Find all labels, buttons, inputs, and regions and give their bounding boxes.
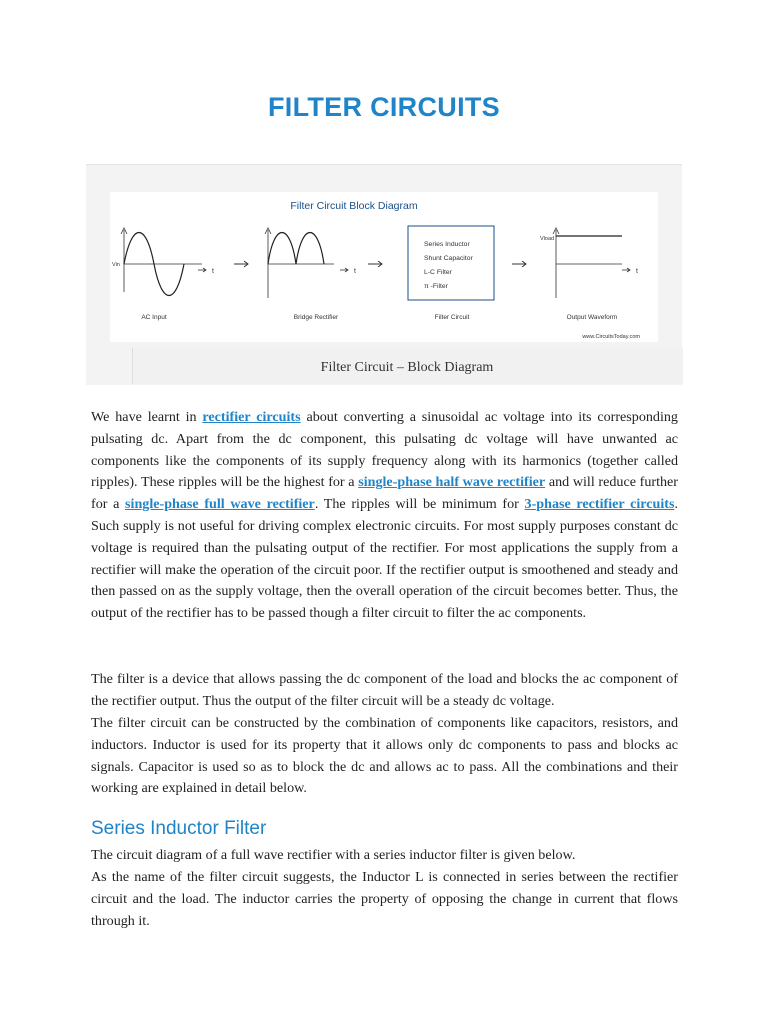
bridge-rectifier-stage	[265, 228, 356, 321]
arrow-2	[368, 261, 382, 267]
block-diagram	[110, 192, 658, 342]
ac-t-label: t	[212, 268, 214, 275]
credit-text: www.CircuitsToday.com	[582, 334, 640, 340]
figure-caption: Filter Circuit – Block Diagram	[320, 360, 494, 375]
diagram-title: Filter Circuit Block Diagram	[290, 200, 418, 212]
ac-input-stage	[112, 228, 214, 321]
output-t-label: t	[636, 268, 638, 275]
filter-box	[408, 226, 494, 300]
p1-text-2: about converting a sinusoidal ac voltage into its corresponding pulsating dc. Apart from the dc component, this pulsating dc voltage will have unwanted ac components like the components of its supply frequency along with its harmonics (together called ripples). These ripples will be the highest for a	[91, 409, 678, 491]
bridge-label: Bridge Rectifier	[293, 314, 339, 321]
half-wave-rectifier-link[interactable]: single-phase half wave rectifier	[358, 474, 546, 491]
filter-item-3: L-C Filter	[424, 269, 452, 276]
vload-label: Vload	[540, 236, 555, 242]
full-wave-rectifier-link[interactable]: single-phase full wave rectifier	[125, 496, 315, 513]
bridge-t-label: t	[354, 268, 356, 275]
arrow-3	[512, 261, 526, 267]
filter-label: Filter Circuit	[434, 314, 470, 321]
vin-label: Vin	[112, 262, 120, 268]
p1-text-1: We have learnt in	[91, 409, 203, 425]
series-inductor-heading: Series Inductor Filter	[91, 818, 267, 839]
arrow-1	[234, 261, 248, 267]
output-label: Output Waveform	[566, 314, 618, 321]
filter-circuit-stage	[408, 226, 494, 321]
page-title: FILTER CIRCUITS	[268, 92, 500, 122]
output-waveform-stage	[540, 228, 638, 321]
p1-text-3: and will reduce further for a	[91, 474, 679, 513]
filter-definition-paragraph: The filter is a device that allows passing the dc component of the load and blocks the ac component of the rectifier output. Thus the output of the filter circuit will be a steady dc voltage.	[91, 671, 678, 709]
filter-item-2: Shunt Capacitor	[424, 255, 473, 262]
three-phase-rectifier-link[interactable]: 3-phase rectifier circuits	[524, 496, 675, 513]
rectifier-circuits-link[interactable]: rectifier circuits	[202, 409, 301, 425]
rectified-wave	[268, 233, 324, 265]
filter-item-4: π -Filter	[424, 283, 448, 290]
p1-text-5: . Such supply is not useful for driving complex electronic circuits. For most supply purposes constant dc voltage is required than the pulsating output of the rectifier. For most applications the supply from a rectifier will make the operation of the circuit poor. If the rectifier output is smoothened and steady and then passed on as the supply voltage, then the overall operation of the circuit becomes better. Thus, the output of the rectifier has to be passed though a filter circuit to filter the ac components.	[91, 496, 678, 622]
filter-item-1: Series Inductor	[424, 241, 470, 248]
intro-paragraph	[91, 407, 678, 625]
ac-input-label: AC Input	[141, 314, 167, 321]
series-inductor-description: As the name of the filter circuit suggests, the Inductor L is connected in series between the rectifier circuit and the load. The inductor carries the property of opposing the change in current that flows through it.	[91, 869, 678, 929]
series-inductor-intro: The circuit diagram of a full wave rectifier with a series inductor filter is given below.	[91, 847, 576, 863]
filter-construction-paragraph: The filter circuit can be constructed by the combination of components like capacitors, resistors, and inductors. Inductor is used for its property that it allows only dc components to pass and blocks ac signals. Capacitor is used so as to block the dc and allows ac to pass. All the combinations and their working are explained in detail below.	[91, 715, 678, 797]
p1-text-4: . The ripples will be minimum for	[314, 496, 525, 513]
